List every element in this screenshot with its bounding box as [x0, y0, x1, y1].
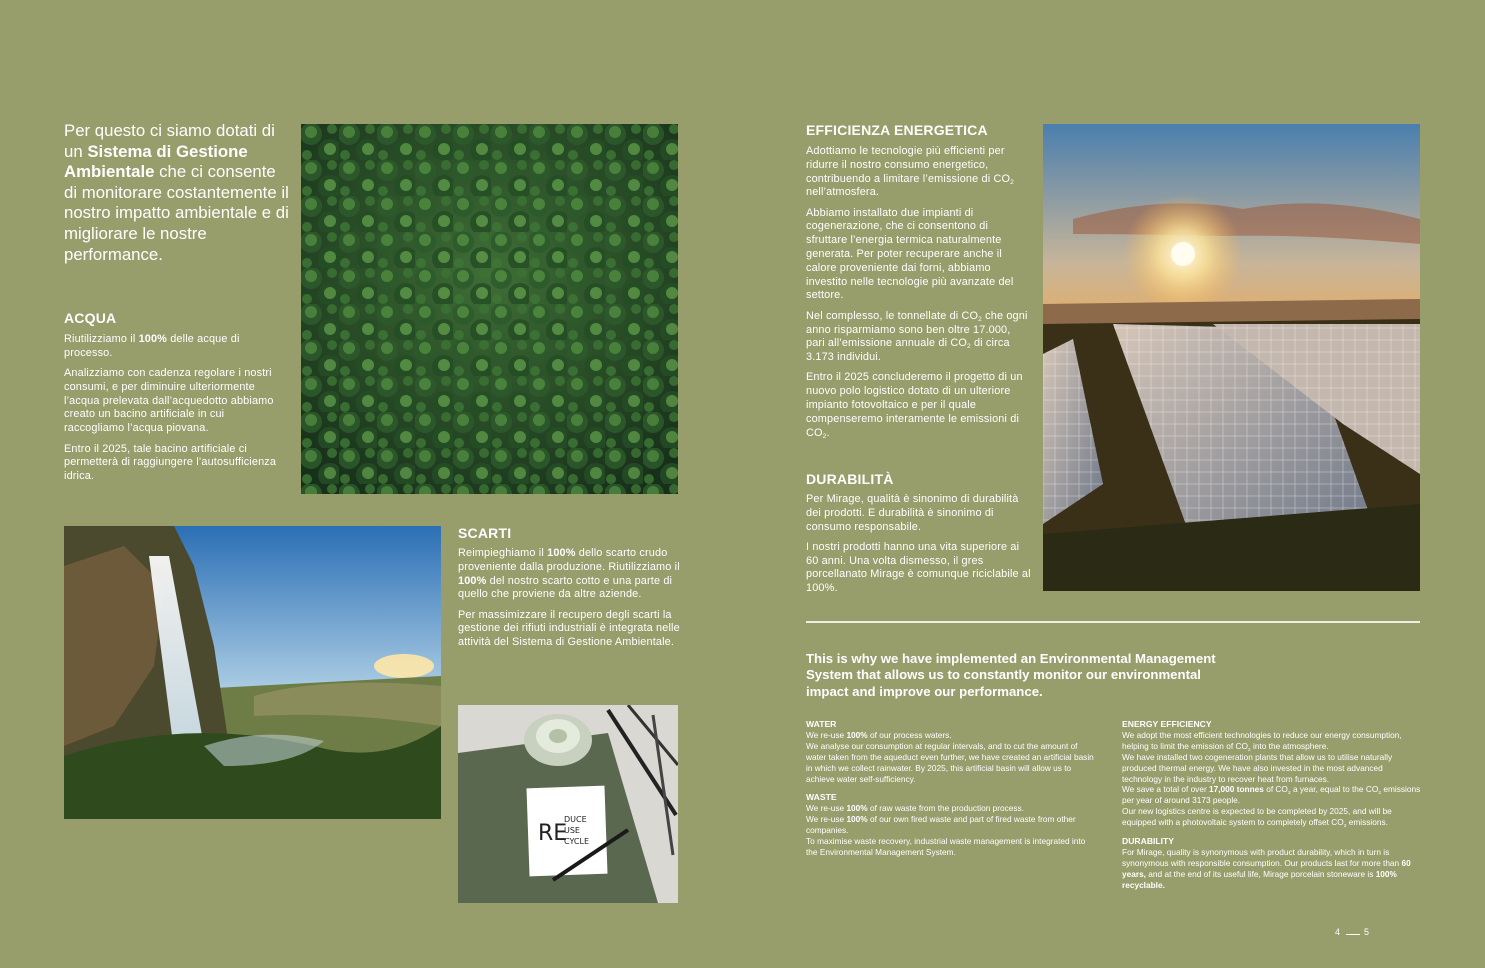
- durability-title: DURABILITY: [1122, 836, 1175, 847]
- english-col-left: WATER We re-use 100% of our process waters. We analyse our consumption at regular intervals, and to cut the amount of water taken from the aqueduct even further, we have created an artificial basin in which we collect rainwater. By 2025, this artificial basin will allow us to achieve water self-sufficiency. WASTE We re-use 100% of raw waste from the production process. We re-use 100% of our own fired waste and part of fired waste from other companies. To maximise waste recovery, industrial waste management is integrated into the Environmental Management System.: [806, 719, 1098, 858]
- waste-title: WASTE: [806, 792, 837, 803]
- efficienza-title: EFFICIENZA ENERGETICA: [806, 122, 988, 138]
- english-col-right: ENERGY EFFICIENCY We adopt the most efficient technologies to reduce our energy consumption, helping to limit the emission of $CO_2$ into the atmosphere. We have installed two cogeneration plants that allow us to utilise naturally produced thermal energy. We have also invested in the most advanced technology in the industry to recover heat from furnaces. We save a total of over 17,000 tonnes of $CO_2$ a year, equal to the $CO_2$ emissions per year of around 3173 people. Our new logistics centre is expected to be completed by 2025, and will be equipped with a photovoltaic system to completely offset $CO_2$ emissions. DURABILITY For Mirage, quality is synonymous with product durability, which in turn is synonymous with responsible consumption. Our products last for more than 60 years, and at the end of its useful life, Mirage porcelain stoneware is 100% recyclable.: [1122, 719, 1421, 890]
- acqua-title: ACQUA: [64, 310, 117, 326]
- page-number-separator: [1346, 934, 1360, 935]
- english-heading: This is why we have implemented an Environmental Management System that allows us to constantly monitor our environmental impact and improve our performance.: [806, 651, 1216, 699]
- page-number-right: 5: [1364, 927, 1370, 937]
- recycle-note-photo: [458, 705, 678, 903]
- energy-title: ENERGY EFFICIENCY: [1122, 719, 1212, 729]
- note-use: USE: [564, 826, 580, 835]
- divider-rule: [806, 621, 1420, 623]
- durabilita-text: Per Mirage, qualità è sinonimo di durabilità dei prodotti. E durabilità è sinonimo di consumo responsabile. I nostri prodotti hanno una vita superiore ai 60 anni. Una volta dismesso, il gres porcellanato Mirage è comunque riciclabile al 100%.: [806, 493, 1031, 595]
- note-cycle: CYCLE: [564, 837, 589, 846]
- waterfall-photo: [64, 526, 441, 819]
- forest-photo: [301, 124, 678, 494]
- scarti-text: Reimpieghiamo il 100% dello scarto crudo proveniente dalla produzione. Riutilizziamo il 100% del nostro scarto cotto e una parte di quello che proviene da altre aziende. Per massimizzare il recupero degli scarti la gestione dei rifiuti industriali è integrata nelle attività del Sistema di Gestione Ambientale.: [458, 547, 680, 649]
- water-title: WATER: [806, 719, 837, 729]
- intro-highlight: Sistema di Gestione Ambientale: [64, 141, 248, 182]
- note-re: RE: [538, 821, 568, 846]
- durabilita-title: DURABILITÀ: [806, 471, 894, 487]
- acqua-text: Riutilizziamo il 100% delle acque di processo. Analizziamo con cadenza regolare i nostri consumi, e per diminuire ulteriormente l’acqua prelevata dall’acquedotto abbiamo creato un bacino artificiale in cui raccogliamo l’acqua piovana. Entro il 2025, tale bacino artificiale ci permetterà di raggiungere l’autosufficienza idrica.: [64, 333, 277, 483]
- efficienza-text: Adottiamo le tecnologie più efficienti per ridurre il nostro consumo energetico, contribuendo a limitare l’emissione di $CO_2$ nell’atmosfera. Abbiamo installato due impianti di cogenerazione, che ci consentono di sfruttare l’energia termica naturalmente generata. Per poter recuperare anche il calore proveniente dai forni, abbiamo investito nelle tecnologie più avanzate del settore. Nel complesso, le tonnellate di $CO_2$ che ogni anno risparmiamo sono ben oltre 17.000, pari all’emissione annuale di $CO_2$ di circa 3.173 individui. Entro il 2025 concluderemo il progetto di un nuovo polo logistico dotato di un ulteriore impianto fotovoltaico e per il quale compenseremo interamente le emissioni di $CO_2$.: [806, 145, 1028, 440]
- note-duce: DUCE: [564, 815, 587, 824]
- page-number-left: 4: [1335, 927, 1341, 937]
- scarti-title: SCARTI: [458, 525, 512, 541]
- intro-paragraph: Per questo ci siamo dotati di un Sistema di Gestione Ambientale che ci consente di monitorare costantemente il nostro impatto ambientale e di migliorare le nostre performance.: [64, 121, 289, 264]
- solar-panels-photo: [1043, 124, 1420, 591]
